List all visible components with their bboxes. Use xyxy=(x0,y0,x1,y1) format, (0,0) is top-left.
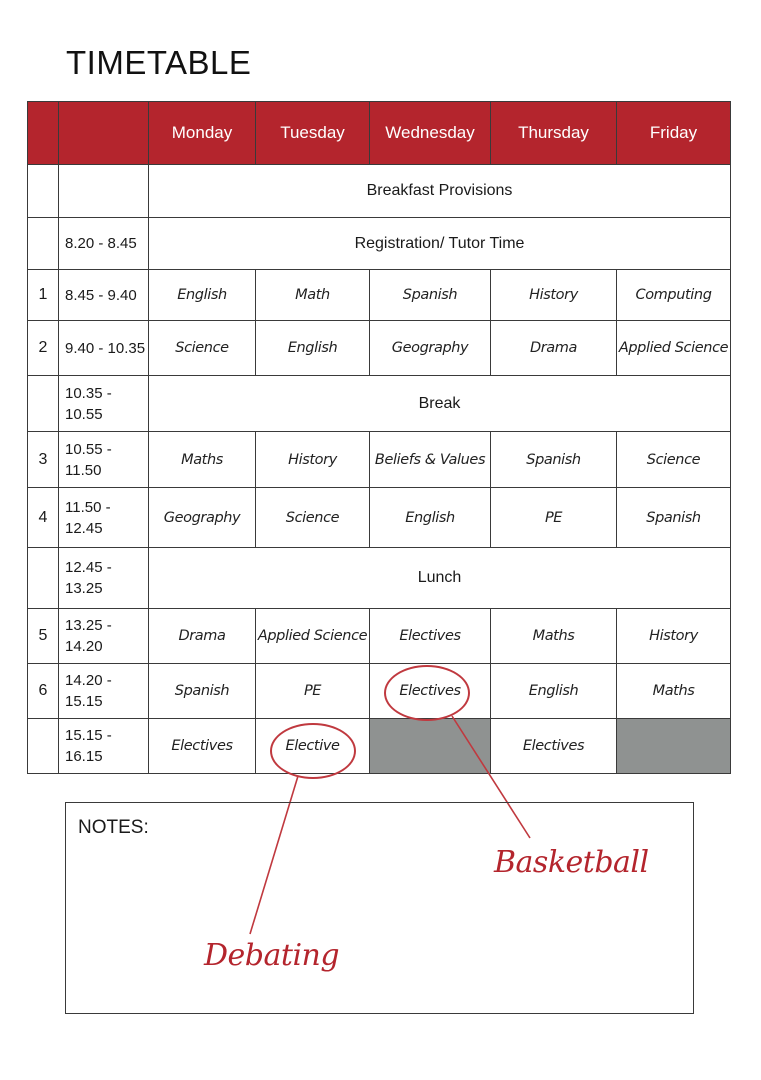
subject-cell: PE xyxy=(491,488,617,548)
row-time: 15.15 - 16.15 xyxy=(59,719,149,774)
notes-label: NOTES: xyxy=(78,817,149,838)
period-number: 1 xyxy=(28,270,59,321)
subject-cell: English xyxy=(256,321,370,376)
subject-cell: English xyxy=(491,664,617,719)
header-wednesday: Wednesday xyxy=(370,102,491,165)
subject-cell: Math xyxy=(256,270,370,321)
header-friday: Friday xyxy=(617,102,731,165)
period-number: 2 xyxy=(28,321,59,376)
subject-cell: Beliefs & Values xyxy=(370,432,491,488)
page-title: TIMETABLE xyxy=(66,44,252,81)
subject-cell: Spanish xyxy=(491,432,617,488)
header-monday: Monday xyxy=(149,102,256,165)
period-number: 5 xyxy=(28,609,59,664)
subject-cell: Science xyxy=(256,488,370,548)
subject-cell: Electives xyxy=(149,719,256,774)
subject-cell: Maths xyxy=(149,432,256,488)
subject-cell: Computing xyxy=(617,270,731,321)
row-time: 13.25 - 14.20 xyxy=(59,609,149,664)
subject-cell: Maths xyxy=(491,609,617,664)
subject-cell: Spanish xyxy=(617,488,731,548)
subject-cell: Electives xyxy=(491,719,617,774)
period-number: 3 xyxy=(28,432,59,488)
subject-cell: PE xyxy=(256,664,370,719)
row-time: 12.45 - 13.25 xyxy=(59,548,149,609)
row-time: 8.45 - 9.40 xyxy=(59,270,149,321)
row-time: 11.50 - 12.45 xyxy=(59,488,149,548)
debating-annotation: Debating xyxy=(204,938,340,973)
subject-cell: Geography xyxy=(370,321,491,376)
subject-cell: History xyxy=(256,432,370,488)
subject-cell: English xyxy=(149,270,256,321)
basketball-annotation: Basketball xyxy=(494,845,649,880)
breakfast-label: Breakfast Provisions xyxy=(149,165,731,218)
subject-cell: History xyxy=(491,270,617,321)
subject-cell: Applied Science xyxy=(256,609,370,664)
subject-cell: Electives xyxy=(370,664,491,719)
header-tuesday: Tuesday xyxy=(256,102,370,165)
header-thursday: Thursday xyxy=(491,102,617,165)
subject-cell: English xyxy=(370,488,491,548)
subject-cell: History xyxy=(617,609,731,664)
subject-cell: Drama xyxy=(491,321,617,376)
row-time: 10.55 - 11.50 xyxy=(59,432,149,488)
lunch-label: Lunch xyxy=(149,548,731,609)
subject-cell: Elective xyxy=(256,719,370,774)
period-number: 6 xyxy=(28,664,59,719)
row-time: 9.40 - 10.35 xyxy=(59,321,149,376)
row-time: 8.20 - 8.45 xyxy=(59,218,149,270)
subject-cell: Maths xyxy=(617,664,731,719)
subject-cell: Geography xyxy=(149,488,256,548)
registration-label: Registration/ Tutor Time xyxy=(149,218,731,270)
row-time: 14.20 - 15.15 xyxy=(59,664,149,719)
subject-cell: Spanish xyxy=(370,270,491,321)
subject-cell: Applied Science xyxy=(617,321,731,376)
notes-box xyxy=(65,802,694,1014)
period-number: 4 xyxy=(28,488,59,548)
subject-cell: Electives xyxy=(370,609,491,664)
row-time: 10.35 - 10.55 xyxy=(59,376,149,432)
subject-cell: Science xyxy=(617,432,731,488)
break-label: Break xyxy=(149,376,731,432)
subject-cell: Drama xyxy=(149,609,256,664)
subject-cell: Science xyxy=(149,321,256,376)
subject-cell: Spanish xyxy=(149,664,256,719)
